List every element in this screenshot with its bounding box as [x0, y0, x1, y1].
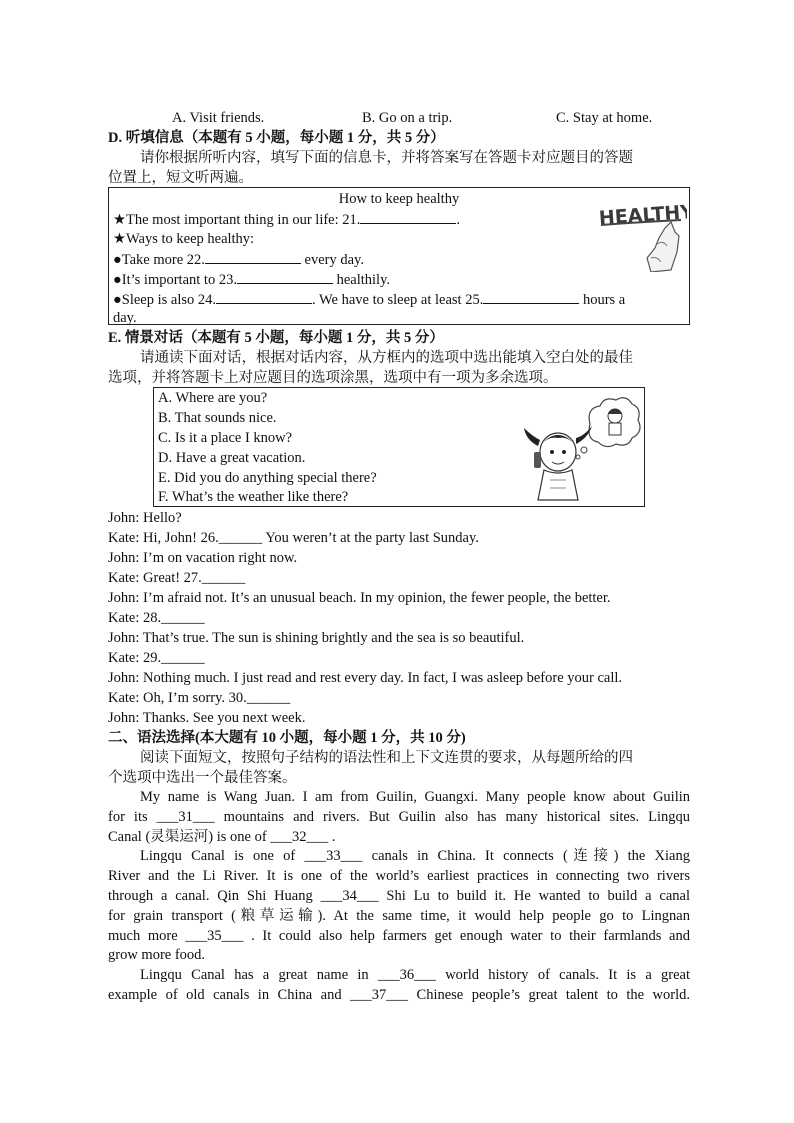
passage-line: River and the Li River. It is one of the world’s earliest practices in connecting two rivers [108, 868, 690, 884]
section-e-instruction-2: 选项，并将答题卡上对应题目的选项涂黑，选项中有一项为多余选项。 [108, 370, 558, 386]
options-box [153, 387, 645, 507]
answer-blank-23 [237, 269, 333, 284]
option-item: A. Where are you? [158, 390, 268, 406]
passage-line: much more ___35___ . It could also help farmers get enough water to their farmlands and [108, 928, 690, 944]
dialogue-line: Kate: 28.______ [108, 610, 205, 626]
answer-blank-25 [483, 289, 579, 304]
dialogue-line: John: Nothing much. I just read and rest every day. In fact, I was asleep before your call. [108, 670, 623, 686]
answer-blank-24 [216, 289, 312, 304]
section-2-instruction-2: 个选项中选出一个最佳答案。 [108, 770, 297, 786]
answer-blank-21 [360, 209, 456, 224]
dialogue-line: John: Thanks. See you next week. [108, 710, 306, 726]
section-2-heading: 二、语法选择(本大题有 10 小题，每小题 1 分，共 10 分) [108, 730, 466, 746]
healthy-logo-text: HEALTHY [598, 200, 687, 230]
dialogue-line: Kate: Hi, John! 26.______ You weren’t at the party last Sunday. [108, 530, 479, 546]
healthy-hand-illustration [595, 192, 687, 272]
passage-line: grow more food. [108, 947, 206, 963]
info-card [108, 187, 690, 325]
info-card-line-21: ★The most important thing in our life: 21. . [113, 209, 460, 230]
passage-line: Lingqu Canal has a great name in ___36___ world history of canals. It is a great [140, 967, 690, 983]
option-a: A. Visit friends. [172, 110, 265, 126]
info-card-title: How to keep healthy [338, 191, 460, 207]
girl-phone-illustration [520, 394, 644, 502]
option-item: E. Did you do anything special there? [158, 470, 377, 486]
dialogue-line: Kate: Great! 27.______ [108, 570, 246, 586]
section-e-heading: E. 情景对话（本题有 5 小题，每小题 1 分，共 5 分） [108, 330, 444, 346]
dialogue-line: John: I’m afraid not. It’s an unusual beach. In my opinion, the fewer people, the better. [108, 590, 611, 606]
option-b: B. Go on a trip. [362, 110, 453, 126]
option-c: C. Stay at home. [556, 110, 653, 126]
passage-line: My name is Wang Juan. I am from Guilin, Guangxi. Many people know about Guilin [140, 789, 690, 805]
passage-line: Lingqu Canal is one of ___33___ canals in China. It connects (连接) the Xiang [140, 848, 690, 864]
section-2-instruction-1: 阅读下面短文，按照句子结构的语法性和上下文连贯的要求，从每题所给的四 [140, 750, 633, 766]
section-e-instruction-1: 请通读下面对话，根据对话内容，从方框内的选项中选出能填入空白处的最佳 [140, 350, 633, 366]
section-d-instruction-1: 请你根据所听内容，填写下面的信息卡，并将答案写在答题卡对应题目的答题 [140, 150, 633, 166]
option-item: C. Is it a place I know? [158, 430, 293, 446]
info-card-line-24-25: ●Sleep is also 24. . We have to sleep at least 25. hours a [113, 289, 625, 310]
passage-line: for grain transport (粮草运输). At the same time, it would help people go to Lingnan [108, 908, 690, 924]
dialogue-line: Kate: 29.______ [108, 650, 205, 666]
section-d-heading: D. 听填信息（本题有 5 小题，每小题 1 分，共 5 分） [108, 130, 445, 146]
info-card-ways: ★Ways to keep healthy: [113, 231, 255, 247]
info-card-line-day: day. [113, 310, 137, 326]
dialogue-line: John: That’s true. The sun is shining brightly and the sea is so beautiful. [108, 630, 525, 646]
passage-line: example of old canals in China and ___37___ Chinese people’s great talent to the world. [108, 987, 690, 1003]
dialogue-line: John: Hello? [108, 510, 182, 526]
option-item: F. What’s the weather like there? [158, 489, 349, 505]
option-item: B. That sounds nice. [158, 410, 277, 426]
section-d-instruction-2: 位置上，短文听两遍。 [108, 170, 253, 186]
dialogue-line: John: I’m on vacation right now. [108, 550, 298, 566]
passage-line: Canal (灵渠运河) is one of ___32___ . [108, 829, 336, 845]
dialogue-line: Kate: Oh, I’m sorry. 30.______ [108, 690, 291, 706]
answer-blank-22 [205, 249, 301, 264]
option-item: D. Have a great vacation. [158, 450, 306, 466]
info-card-line-23: ●It’s important to 23. healthily. [113, 269, 390, 290]
passage-line: through a canal. Qin Shi Huang ___34___ Shi Lu to build it. He wanted to build a canal [108, 888, 690, 904]
info-card-line-22: ●Take more 22. every day. [113, 249, 364, 270]
passage-line: for its ___31___ mountains and rivers. But Guilin also has many historical sites. Lingqu [108, 809, 690, 825]
